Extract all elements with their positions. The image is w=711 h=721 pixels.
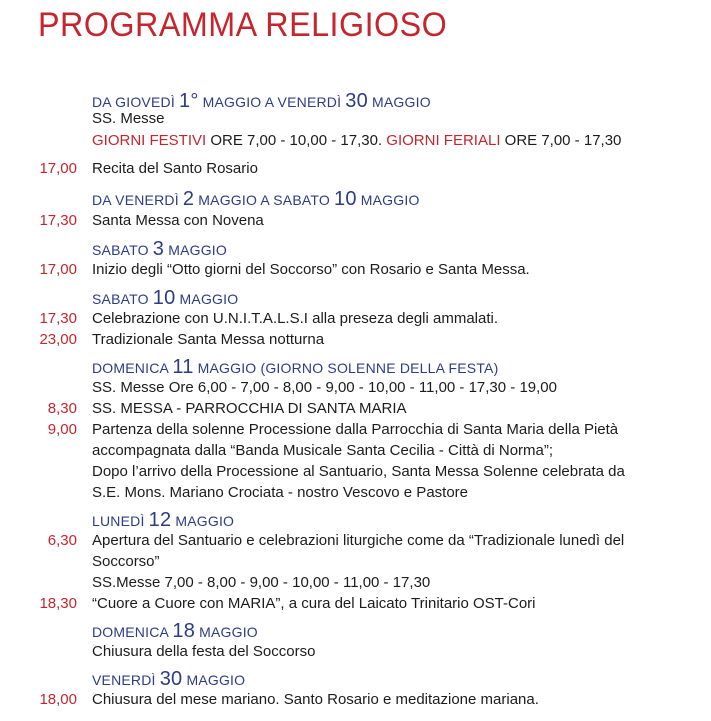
event-time: 17,00 <box>39 261 77 278</box>
event-description: Chiusura della festa del Soccorso <box>92 643 316 660</box>
schedule-row <box>0 210 711 232</box>
section-heading: DOMENICA 18 MAGGIO <box>92 620 258 642</box>
event-time: 23,00 <box>39 331 77 348</box>
section-heading: DA GIOVEDÌ 1° MAGGIO A VENERDÌ 30 MAGGIO <box>92 90 431 112</box>
page-title: PROGRAMMA RELIGIOSO <box>38 6 448 44</box>
schedule-row <box>0 689 711 711</box>
event-description: Santa Messa con Novena <box>92 212 264 229</box>
event-description: Partenza della solenne Processione dalla Parrocchia di Santa Maria della Pietà <box>92 421 619 438</box>
schedule-row <box>0 593 711 615</box>
schedule-row: SS. Messe <box>92 110 165 127</box>
event-description: Apertura del Santuario e celebrazioni liturgiche come da “Tradizionale lunedì del <box>92 532 625 549</box>
event-time: 18,30 <box>39 595 77 612</box>
schedule-row <box>0 419 711 441</box>
section-heading: VENERDÌ 30 MAGGIO <box>92 668 246 690</box>
section-heading: SABATO 3 MAGGIO <box>92 238 227 260</box>
schedule-row <box>0 641 711 663</box>
event-description: Recita del Santo Rosario <box>92 160 258 177</box>
event-time: 6,30 <box>47 532 77 549</box>
event-time: 18,00 <box>39 691 77 708</box>
event-time: 8,30 <box>47 400 77 417</box>
schedule-row <box>0 158 711 180</box>
event-description: Celebrazione con U.N.I.T.A.L.S.I alla preseza degli ammalati. <box>92 310 499 327</box>
section-heading: SABATO 10 MAGGIO <box>92 287 239 309</box>
schedule-row: GIORNI FESTIVI ORE 7,00 - 10,00 - 17,30. GIORNI FERIALI ORE 7,00 - 17,30 <box>92 132 622 149</box>
event-time: 17,30 <box>39 212 77 229</box>
schedule-row: Dopo l’arrivo della Processione al Santuario, Santa Messa Solenne celebrata da <box>92 463 625 480</box>
event-time: 9,00 <box>47 421 77 438</box>
schedule-row: S.E. Mons. Mariano Crociata - nostro Vescovo e Pastore <box>92 484 469 501</box>
event-time: 17,00 <box>39 160 77 177</box>
event-description: Chiusura del mese mariano. Santo Rosario e meditazione mariana. <box>92 691 539 708</box>
schedule-row: SS. Messe Ore 6,00 - 7,00 - 8,00 - 9,00 - 10,00 - 11,00 - 17,30 - 19,00 <box>92 379 557 396</box>
schedule-row <box>0 398 711 420</box>
event-description: Inizio degli “Otto giorni del Soccorso” con Rosario e Santa Messa. <box>92 261 530 278</box>
event-description: SS. MESSA - PARROCCHIA DI SANTA MARIA <box>92 400 407 417</box>
schedule-row: SS.Messe 7,00 - 8,00 - 9,00 - 10,00 - 11,00 - 17,30 <box>92 574 431 591</box>
schedule-row <box>0 329 711 351</box>
section-heading: LUNEDÌ 12 MAGGIO <box>92 509 235 531</box>
section-heading: DOMENICA 11 MAGGIO (GIORNO SOLENNE DELLA FESTA) <box>92 356 499 378</box>
schedule-row: Soccorso” <box>92 553 160 570</box>
schedule-row <box>0 530 711 552</box>
event-time: 17,30 <box>39 310 77 327</box>
event-description: “Cuore a Cuore con MARIA”, a cura del Laicato Trinitario OST-Cori <box>92 595 536 612</box>
schedule-row <box>0 259 711 281</box>
event-description: Tradizionale Santa Messa notturna <box>92 331 325 348</box>
section-heading: DA VENERDÌ 2 MAGGIO A SABATO 10 MAGGIO <box>92 188 420 210</box>
schedule-row: accompagnata dalla “Banda Musicale Santa Cecilia - Città di Norma”; <box>92 442 554 459</box>
schedule-row <box>0 308 711 330</box>
